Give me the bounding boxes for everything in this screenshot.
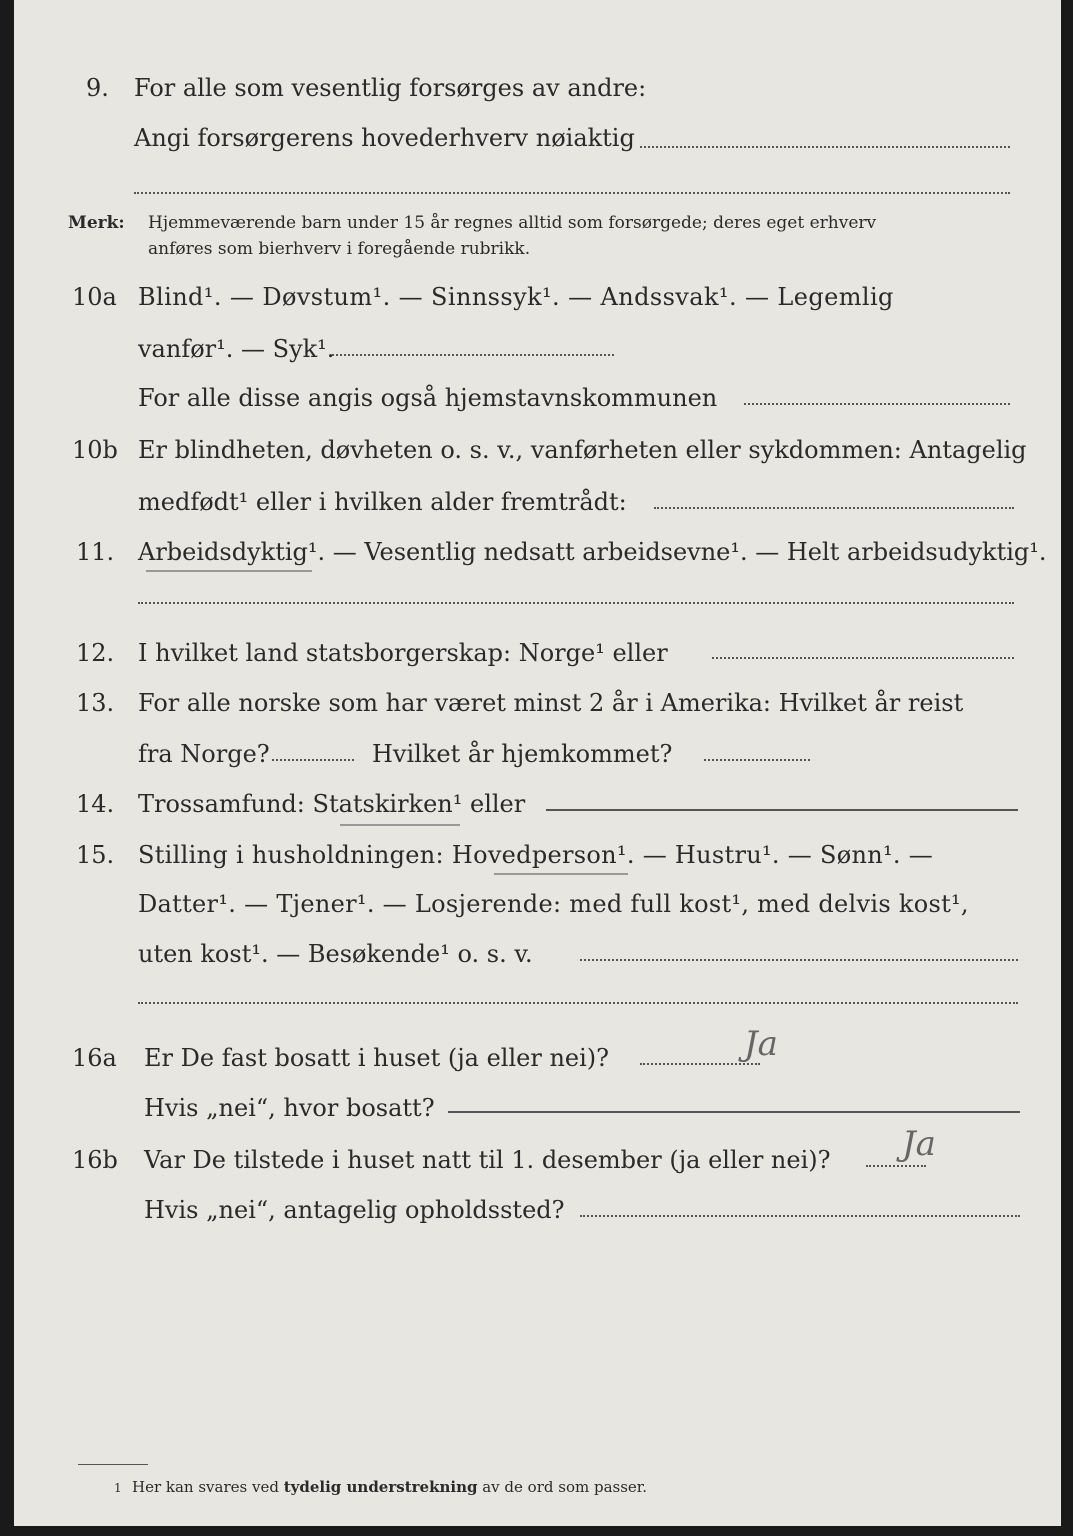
- q14-answer-line: [546, 809, 1018, 811]
- footnote-mark: 1: [114, 1481, 122, 1495]
- q13-year-left-line: [272, 759, 354, 761]
- q10b-line2: medfødt¹ eller i hvilken alder fremtrådt:: [138, 488, 627, 516]
- q11-answer-line: [138, 602, 1014, 604]
- q9-line2: Angi forsørgerens hovederhverv nøiaktig: [134, 124, 635, 152]
- q9-answer-line-2: [134, 192, 1010, 194]
- q11-line1: Arbeidsdyktig¹. — Vesentlig nedsatt arbeidsevne¹. — Helt arbeidsudyktig¹.: [138, 538, 1047, 566]
- footnote-rule: [78, 1464, 148, 1465]
- q10a-line2: vanfør¹. — Syk¹.: [138, 335, 335, 363]
- q10a-line3: For alle disse angis også hjemstavnskommunen: [138, 384, 718, 412]
- q16b-number: 16b: [72, 1146, 118, 1174]
- q10b-answer-line: [654, 507, 1014, 509]
- q15-number: 15.: [76, 841, 115, 869]
- q13-number: 13.: [76, 689, 115, 717]
- scan-border-left: [0, 0, 14, 1536]
- q15-line2: Datter¹. — Tjener¹. — Losjerende: med full kost¹, med delvis kost¹,: [138, 890, 969, 918]
- q15-answer-line: [580, 959, 1018, 961]
- q16a-residence-line: [448, 1111, 1020, 1113]
- q10a-municipality-line: [744, 403, 1010, 405]
- q10a-line1: Blind¹. — Døvstum¹. — Sinnssyk¹. — Andssvak¹. — Legemlig: [138, 283, 894, 311]
- q16b-line2: Hvis „nei“, antagelig opholdssted?: [144, 1196, 565, 1224]
- q11-underline-arbeidsdyktig: [146, 570, 312, 572]
- q10a-number: 10a: [72, 283, 117, 311]
- q9-line1: For alle som vesentlig forsørges av andre:: [134, 74, 647, 102]
- q15-line3: uten kost¹. — Besøkende¹ o. s. v.: [138, 940, 533, 968]
- q13-year-returned-line: [704, 759, 810, 761]
- note-line2: anføres som bierhverv i foregående rubrikk.: [148, 239, 531, 259]
- q12-line1: I hvilket land statsborgerskap: Norge¹ eller: [138, 639, 668, 667]
- note-label: Merk:: [68, 213, 125, 233]
- q12-answer-line: [712, 657, 1014, 659]
- q13-line2b: Hvilket år hjemkommet?: [372, 740, 673, 768]
- q11-number: 11.: [76, 538, 115, 566]
- q9-answer-line: [640, 146, 1010, 148]
- q16a-line2: Hvis „nei“, hvor bosatt?: [144, 1094, 435, 1122]
- q16b-line1: Var De tilstede i huset natt til 1. desember (ja eller nei)?: [144, 1146, 831, 1174]
- q12-number: 12.: [76, 639, 115, 667]
- q16b-answer-line: [866, 1165, 926, 1167]
- scan-border-right: [1061, 0, 1073, 1536]
- q16a-answer-line: [640, 1063, 760, 1065]
- q16b-location-line: [580, 1215, 1020, 1217]
- q16b-handwritten-answer: Ja: [902, 1124, 936, 1164]
- q16a-line1: Er De fast bosatt i huset (ja eller nei)?: [144, 1044, 610, 1072]
- q16a-number: 16a: [72, 1044, 117, 1072]
- q15-answer-line-2: [138, 1002, 1018, 1004]
- q16a-handwritten-answer: Ja: [744, 1024, 778, 1064]
- q13-line1: For alle norske som har været minst 2 år i Amerika: Hvilket år reist: [138, 689, 964, 717]
- q14-line1: Trossamfund: Statskirken¹ eller: [138, 790, 526, 818]
- note-line1: Hjemmeværende barn under 15 år regnes alltid som forsørgede; deres eget erhverv: [148, 213, 877, 233]
- q14-underline-statskirken: [340, 824, 460, 826]
- footnote-text: Her kan svares ved tydelig understrekning av de ord som passer.: [132, 1478, 648, 1496]
- q13-line2a: fra Norge?: [138, 740, 270, 768]
- q15-line1: Stilling i husholdningen: Hovedperson¹. — Hustru¹. — Sønn¹. —: [138, 841, 934, 869]
- scan-border-bottom: [0, 1526, 1073, 1536]
- q10a-answer-line: [332, 354, 614, 356]
- q15-underline-hovedperson: [494, 873, 628, 875]
- q14-number: 14.: [76, 790, 115, 818]
- q10b-line1: Er blindheten, døvheten o. s. v., vanførheten eller sykdommen: Antagelig: [138, 436, 1027, 464]
- q9-number: 9.: [86, 74, 109, 102]
- q10b-number: 10b: [72, 436, 118, 464]
